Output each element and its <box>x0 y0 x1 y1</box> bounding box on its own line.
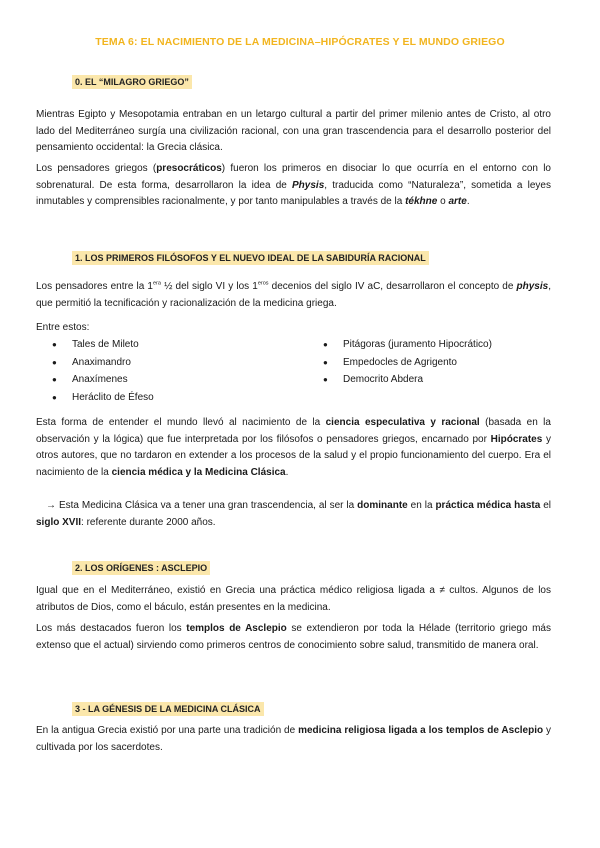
philosophers-list-left <box>52 336 154 406</box>
list-item: ● Tales de Mileto <box>52 339 139 350</box>
list-item: ● Pitágoras (juramento Hipocrático) <box>323 339 492 350</box>
list-intro: Entre estos: <box>36 322 90 333</box>
section-2-heading: 2. LOS ORÍGENES : ASCLEPIO <box>72 561 210 575</box>
list-item: ● Democrito Abdera <box>323 374 424 385</box>
philosophers-list-right <box>323 336 492 389</box>
arrow-icon: → <box>46 500 56 511</box>
section-2-paragraph-1: Igual que en el Mediterráneo, existió en Grecia una práctica médico religiosa ligada a ≠ cultos. Algunos de los atributos de Dios, como el báculo, están presentes en la medicina. <box>36 585 551 613</box>
list-item: ● Empedocles de Agrigento <box>323 356 457 368</box>
list-item: ● Anaximandro <box>52 356 131 368</box>
list-item: ● Heráclito de Éfeso <box>52 391 154 403</box>
document-title: TEMA 6: EL NACIMIENTO DE LA MEDICINA–HIPÓCRATES Y EL MUNDO GRIEGO <box>95 36 505 48</box>
section-1-paragraph-2: Esta forma de entender el mundo llevó al nacimiento de la ciencia especulativa y racional (basada en la observación y la lógica) que fue interpretada por los filósofos o pensadores griegos, encarnado por Hipócrates y otros autores, que no tardaron en extender a los procesos de la salud y el propio funcionamiento del cuerpo. Era el nacimiento de la ciencia médica y la Medicina Clásica. <box>36 417 551 478</box>
section-2-paragraph-2: Los más destacados fueron los templos de Asclepio se extendieron por toda la Hélade (territorio griego más extenso que el actual) sirviendo como primeros centros de conocimiento sobre salud, transmitido de manera oral. <box>36 623 551 651</box>
list-item: ● Anaxímenes <box>52 374 128 385</box>
section-0-paragraph-2: Los pensadores griegos (presocráticos) fueron los primeros en disociar lo que ocurría en el entorno con lo sobrenatural. De esta forma, desarrollaron la idea de Physis, traducida como “Naturaleza”, sometida a leyes inmutables y comprensibles racionalmente, y por tanto manipulables a través de la tékhne o arte. <box>36 163 551 207</box>
section-1-heading: 1. LOS PRIMEROS FILÓSOFOS Y EL NUEVO IDEAL DE LA SABIDURÍA RACIONAL <box>72 251 429 265</box>
section-1-paragraph-1: Los pensadores entre la $1^{era}$ ½ del siglo VI y los $1^{eros}$ decenios del siglo IV aC, desarrollaron el concepto de physis, que permitió la tecnificación y racionalización de la medicina griega. <box>36 280 551 309</box>
section-3-paragraph-1: En la antigua Grecia existió por una parte una tradición de medicina religiosa ligada a los templos de Asclepio y cultivada por los sacerdotes. <box>36 725 551 753</box>
section-0-heading: 0. EL “MILAGRO GRIEGO” <box>72 75 192 89</box>
section-3-heading: 3 - LA GÉNESIS DE LA MEDICINA CLÁSICA <box>72 702 264 716</box>
section-0-paragraph-1: Mientras Egipto y Mesopotamia entraban en un letargo cultural a partir del primer milenio antes de Cristo, al otro lado del Mediterráneo surgía una civilización racional, con una gran trascendencia para el desarrollo posterior del pensamiento occidental: la Grecia clásica. <box>36 109 551 153</box>
section-1-paragraph-3: → Esta Medicina Clásica va a tener una gran trascendencia, al ser la dominante en la práctica médica hasta el siglo XVII: referente durante 2000 años. <box>36 500 552 528</box>
